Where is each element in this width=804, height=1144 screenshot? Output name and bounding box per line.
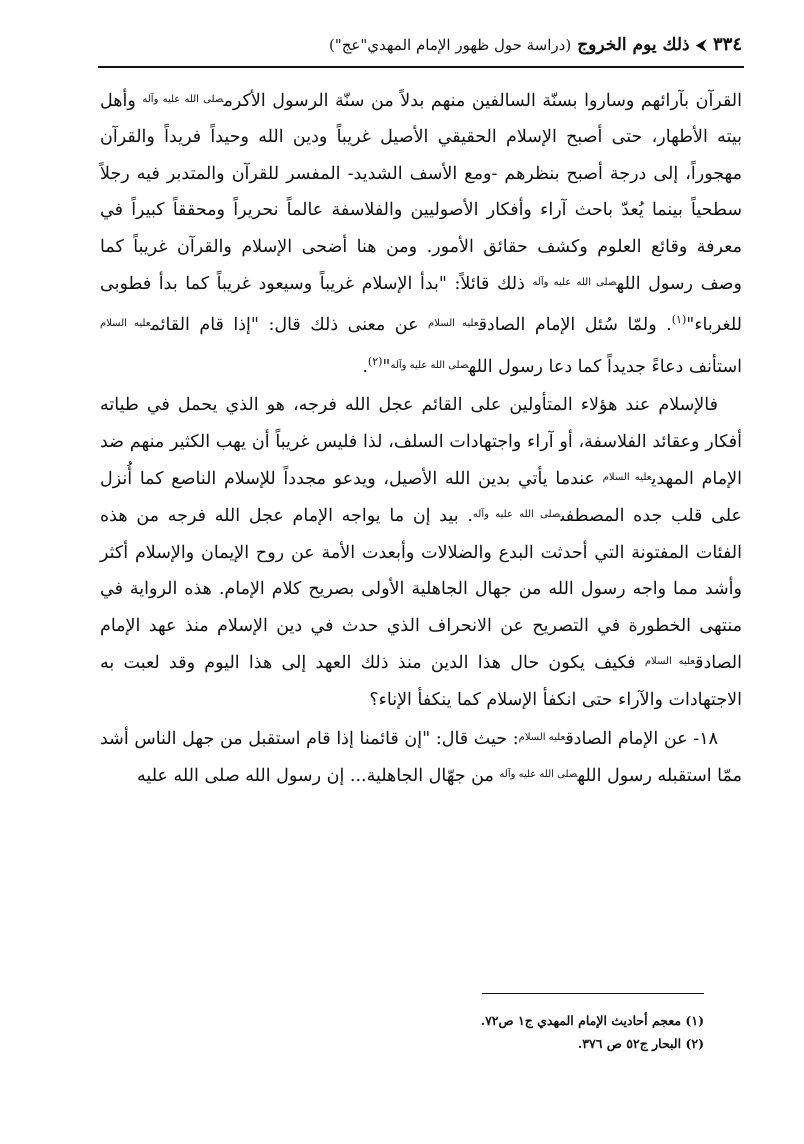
text-run: القرآن بآرائهم وساروا بسنّة السالفين منهم بدلاً من سنّة الرسول الأكرم [223, 91, 743, 111]
running-header [100, 34, 742, 62]
text-run: فالإسلام عند هؤلاء المتأولين على القائم عجل الله فرجه، هو الذي يحمل في طياته أفكار وعقائد الفلاسفة، أو آراء واجتهادات السلف، لذا فليس غريباً أن يهب الكثير منهم ضد الإمام المهدي [100, 395, 742, 490]
text-run: عن معنى ذلك قال: "إذا قام القائم [150, 315, 429, 336]
header-subtitle: (دراسة حول ظهور الإمام المهدي"عج") [328, 36, 572, 54]
footnote-1: (١) معجم أحاديث الإمام المهدي ج١ ص٧٢. [480, 1013, 704, 1028]
text-run: عندما يأتي بدين الله الأصيل، ويدعو مجدداً للإسلام الناصع كما أُنزل على قلب جده المصطفى [100, 469, 742, 527]
honorific-symbol: صلى الله عليه وآله [499, 769, 578, 781]
text-run: ١٨- عن الإمام الصادق [565, 728, 718, 749]
body-text [100, 82, 742, 797]
honorific-symbol: عليه السلام [428, 318, 479, 330]
page-number: ٣٣٤ [712, 34, 742, 55]
text-run: . بيد إن ما يواجه الإمام عجل الله فرجه من هذه الفئات المفتونة التي أحدثت البدع والضلالات وأبعدت الأمة عن روح الإيمان والإسلام أكثر وأشد مما واجه رسول الله من جهال الجاهلية الأولى بصريح كلام الإمام. هذه الرواية في منتهى الخطورة في التصريح عن الانحراف الذي حدث في دين الإسلام منذ عهد الإمام الصادق [100, 506, 742, 674]
header-title: ذلك يوم الخروج [577, 35, 690, 55]
text-run: استأنف دعاءً جديداً كما دعا رسول الله [468, 356, 742, 377]
text-run: " [382, 356, 391, 377]
footnote-divider [482, 993, 704, 994]
text-run: . [362, 356, 368, 377]
footnotes [420, 1009, 704, 1055]
honorific-symbol: صلى الله عليه وآله [472, 509, 561, 521]
honorific-symbol: صلى الله عليه وآله [390, 359, 469, 371]
text-run: فكيف يكون حال هذا الدين منذ ذلك العهد إلى هذا اليوم وقد لعبت به الاجتهادات والآراء حتى انكفأ الإسلام كما ينكفأ الإناء؟ [100, 653, 742, 710]
paragraph-3 [100, 720, 742, 795]
footnote-2: (٢) البحار ج٥٢ ص ٣٧٦. [577, 1036, 704, 1051]
text-run: وأهل بيته الأطهار، حتى أصبح الإسلام الحقيقي الأصيل غريباً ودين الله وحيداً فريداً والقرآن مهجوراً، إلى درجة أصبح بنظرهم -ومع الأسف الشديد- المفسر للقرآن والمتدبر فيه رجلاً سطحياً بينما يُعدّ باحث آراء وأفكار الأصوليين والفلاسفة عالماً نحريراً ومحققاً كبيراً في معرفة وقائع العلوم وكشف حقائق الأمور. ومن هنا أضحى الإسلام والقرآن غريباً كما وصف رسول الله [100, 91, 742, 295]
text-run: من جهّال الجاهلية... إن رسول الله صلى الله عليه [137, 766, 500, 787]
footnote-ref-2[interactable]: (٢) [367, 354, 383, 368]
honorific-symbol: عليه السلام [518, 731, 566, 743]
honorific-symbol: صلى الله عليه وآله [142, 94, 224, 105]
footnote-ref-1[interactable]: (١) [671, 313, 687, 327]
honorific-symbol: عليه السلام [100, 318, 151, 330]
honorific-symbol: عليه السلام [644, 656, 696, 668]
text-run: : حيث قال: "إن قائمنا إذا قام استقبل من جهل الناس أشد ممّا استقبله رسول الله [100, 728, 742, 787]
honorific-symbol: عليه السلام [602, 472, 652, 484]
arrow-icon: ⮜ [695, 35, 707, 54]
paragraph-2 [100, 387, 742, 718]
text-run: ذلك قائلاً: "بدأ الإسلام غريباً وسيعود غريباً كما بدأ فطوبى للغرباء" [100, 274, 742, 336]
paragraph-1 [100, 82, 742, 385]
honorific-symbol: صلى الله عليه وآله [532, 277, 617, 289]
text-run: . ولمّا سُئل الإمام الصادق [478, 315, 672, 336]
header-divider [98, 66, 744, 68]
